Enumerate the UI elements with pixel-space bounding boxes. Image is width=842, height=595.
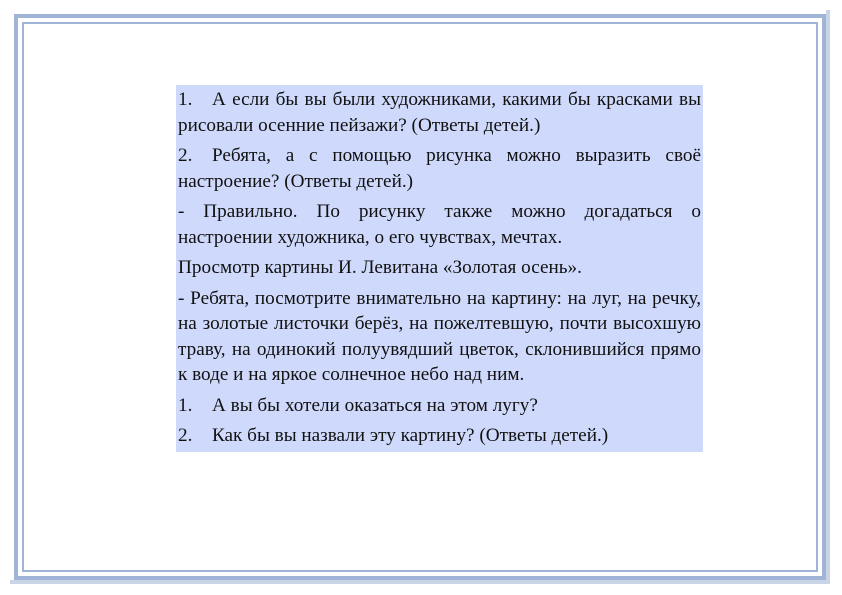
list-number: 2. xyxy=(178,425,193,446)
paragraph-text: А если бы вы были художниками, какими бы красками вы рисовали осенние пейзажи? (Ответы детей.) xyxy=(178,89,701,136)
paragraph-text: - Правильно. По рисунку также можно догадаться о настроении художника, о его чувствах, мечтах. xyxy=(178,201,701,248)
paragraph-answer xyxy=(178,199,701,250)
paragraph-text: А вы бы хотели оказаться на этом лугу? xyxy=(212,394,538,416)
list-number: 2. xyxy=(178,145,193,166)
paragraph-text: Как бы вы назвали эту картину? (Ответы детей.) xyxy=(212,425,609,446)
frame-shadow-bottom xyxy=(10,580,830,584)
paragraph-text: - Ребята, посмотрите внимательно на картину: на луг, на речку, на золотые листочки берёз, на пожелтевшую, почти высохшую траву, на одинокий полуувядший цветок, склонившийся прямо к воде и на яркое солнечное небо над ним. xyxy=(178,287,701,385)
frame-shadow-right xyxy=(826,10,830,584)
list-number: 1. xyxy=(178,89,193,110)
paragraph-picture-title xyxy=(178,255,701,281)
paragraph-description xyxy=(178,286,701,388)
paragraph-text: Просмотр картины И. Левитана «Золотая осень». xyxy=(178,257,582,278)
paragraph-question-3 xyxy=(178,393,701,419)
text-box xyxy=(176,85,703,452)
paragraph-question-1 xyxy=(178,87,701,138)
paragraph-text: Ребята, а с помощью рисунка можно выразить своё настроение? (Ответы детей.) xyxy=(178,145,701,192)
paragraph-question-4 xyxy=(178,423,701,449)
paragraph-question-2 xyxy=(178,143,701,194)
list-number: 1. xyxy=(178,394,193,416)
